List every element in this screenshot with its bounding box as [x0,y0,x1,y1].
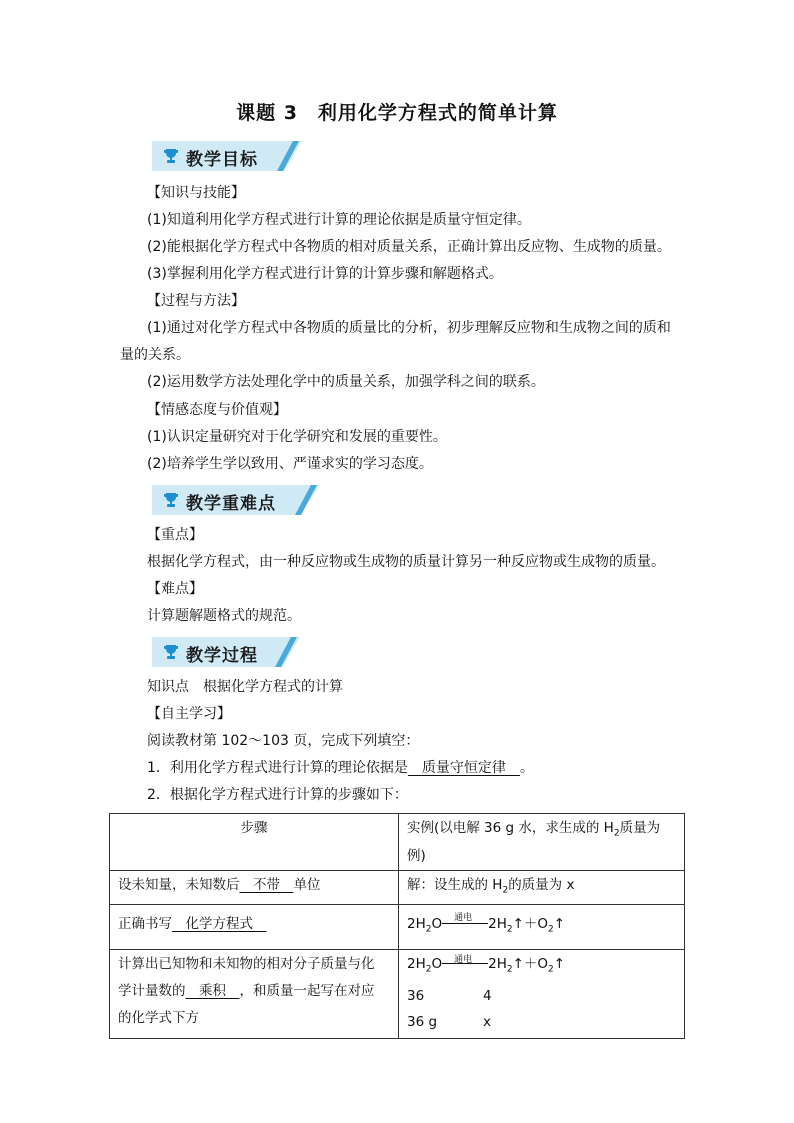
text-line: (1)通过对化学方程式中各物质的质量比的分析，初步理解反应物和生成物之间的质和 [147,320,671,336]
example-cell [399,905,685,950]
example-cell: 解：设生成的 $H_2$的质量为 x [399,870,685,905]
blank-answer: 不带 [239,876,294,893]
section-banner-goals [152,141,302,171]
table-row [110,814,685,871]
knowledge-point: 知识点 根据化学方程式的计算 [147,679,343,695]
example-cell [399,950,685,1039]
section-banner-keypoints [152,485,320,515]
table-row [110,905,685,950]
heading-attitude: 【情感态度与价值观】 [147,402,287,418]
trophy-icon [162,491,180,509]
text-line: (2)能根据化学方程式中各物质的相对质量关系，正确计算出反应物、生成物的质量。 [147,239,671,255]
table-row [110,950,685,1039]
text-line: (1)认识定量研究对于化学研究和发展的重要性。 [147,429,447,445]
text-line: 量的关系。 [120,347,190,363]
section-title: 教学重难点 [186,494,276,514]
heading-self-study: 【自主学习】 [147,706,231,722]
given-mass-row: 36 g x [407,1013,491,1030]
section-banner-process [152,637,300,667]
text-line: 计算题解题格式的规范。 [147,608,301,624]
heading-difficulty: 【难点】 [147,581,203,597]
section-title: 教学过程 [186,646,258,666]
text-line: (2)运用数学方法处理化学中的质量关系，加强学科之间的联系。 [147,374,545,390]
step-cell: 正确书写 化学方程式 [110,905,399,950]
section-title: 教学目标 [186,150,258,170]
mass-ratio-row: 36 4 [407,987,492,1004]
chemical-equation: $2H_2O$ 通电 $2H_2↑+O_2↑$ [407,955,566,975]
text-line: 阅读教材第 102～103 页，完成下列填空： [147,733,420,749]
table-row [110,870,685,905]
text-line: (2)培养学生学以致用、严谨求实的学习态度。 [147,456,433,472]
trophy-icon [162,147,180,165]
question-2: 2．根据化学方程式进行计算的步骤如下： [147,787,408,803]
header-step: 步骤 [110,814,399,871]
page-title: 课题 3 利用化学方程式的简单计算 [236,102,558,124]
text-line: (1)知道利用化学方程式进行计算的理论依据是质量守恒定律。 [147,212,531,228]
q1-answer: 质量守恒定律 [407,760,520,776]
blank-answer: 乘积 [185,983,240,1000]
step-cell: 设未知量，未知数后 不带 单位 [110,870,399,905]
trophy-icon [162,643,180,661]
q1-text: 1．利用化学方程式进行计算的理论依据是 [147,760,408,776]
heading-focus: 【重点】 [147,527,203,543]
step-cell: 计算出已知物和未知物的相对分子质量与化 学计量数的 乘积 ，和质量一起写在对应 的化学式下方 [110,950,399,1039]
text-line: (3)掌握利用化学方程式进行计算的计算步骤和解题格式。 [147,266,503,282]
chemical-equation: $2H_2O$ 通电 $2H_2↑+O_2↑$ [407,913,566,936]
heading-process-method: 【过程与方法】 [147,293,245,309]
steps-table [109,813,685,1039]
header-example: 实例(以电解 36 g 水，求生成的 $H_2$质量为例) [399,814,685,871]
heading-knowledge: 【知识与技能】 [147,185,245,201]
question-1 [147,758,534,778]
q1-end: 。 [519,760,534,776]
text-line: 根据化学方程式，由一种反应物或生成物的质量计算另一种反应物或生成物的质量。 [147,554,665,570]
blank-answer: 化学方程式 [172,916,267,933]
